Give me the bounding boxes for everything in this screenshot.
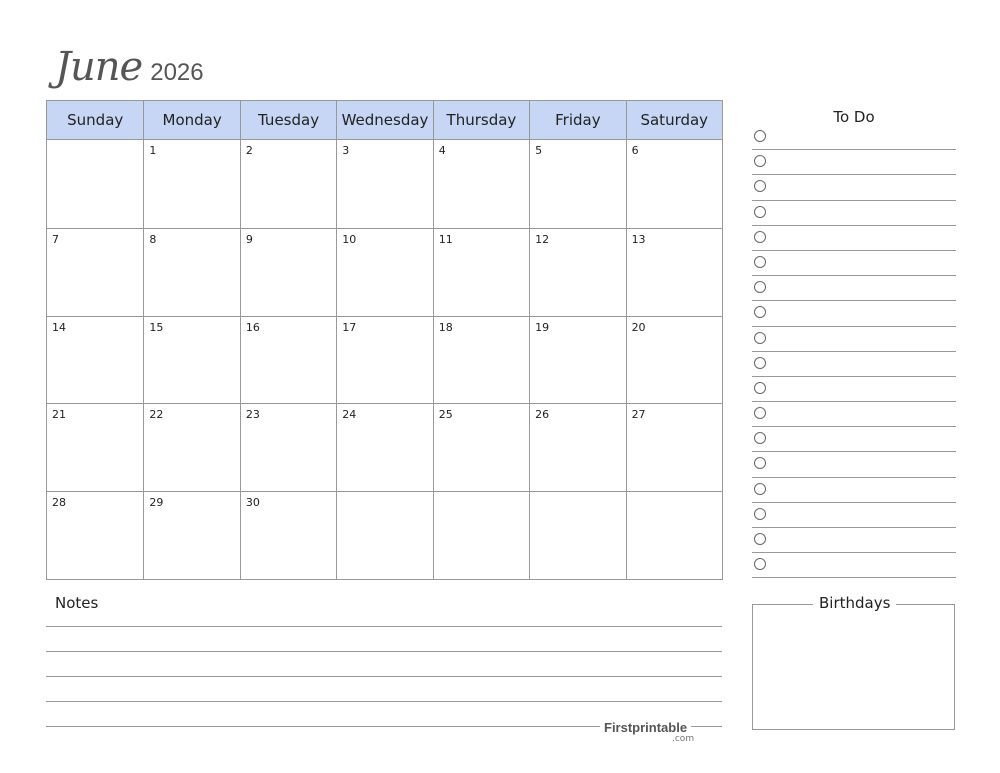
checkbox-circle-icon[interactable] [754, 508, 766, 520]
day-cell[interactable] [529, 228, 625, 316]
day-number: 2 [245, 144, 253, 157]
brand-suffix: .com [672, 734, 695, 744]
todo-item[interactable] [752, 125, 956, 150]
todo-item[interactable] [752, 201, 956, 226]
day-cell[interactable] [336, 228, 432, 316]
day-number: 16 [245, 320, 260, 334]
todo-item[interactable] [752, 427, 956, 452]
todo-item[interactable] [752, 327, 956, 352]
todo-item[interactable] [752, 377, 956, 402]
weekday-wednesday: Wednesday [336, 101, 432, 139]
checkbox-circle-icon[interactable] [754, 332, 766, 344]
day-number: 15 [149, 320, 164, 334]
day-cell[interactable] [47, 316, 143, 404]
day-number: 19 [535, 320, 550, 334]
day-cell[interactable] [529, 491, 625, 579]
day-cell[interactable] [143, 140, 239, 228]
page-title [55, 44, 204, 90]
todo-item[interactable] [752, 150, 956, 175]
todo-item[interactable] [752, 251, 956, 276]
day-number: 9 [245, 232, 253, 246]
day-cell[interactable] [433, 140, 529, 228]
checkbox-circle-icon[interactable] [754, 558, 766, 570]
weekday-sunday: Sunday [67, 111, 124, 129]
day-cell[interactable] [433, 228, 529, 316]
day-cell[interactable] [47, 228, 143, 316]
todo-item[interactable] [752, 301, 956, 326]
day-cell[interactable] [336, 491, 432, 579]
day-cell[interactable] [336, 140, 432, 228]
weekday-header [47, 101, 722, 140]
day-number: 17 [342, 320, 357, 334]
day-cell[interactable] [433, 403, 529, 491]
todo-item[interactable] [752, 226, 956, 251]
checkbox-circle-icon[interactable] [754, 231, 766, 243]
todo-item[interactable] [752, 276, 956, 301]
day-number: 28 [52, 496, 66, 510]
day-number: 10 [342, 232, 357, 246]
day-cell[interactable] [143, 491, 239, 579]
day-cell[interactable] [143, 403, 239, 491]
checkbox-circle-icon[interactable] [754, 382, 766, 394]
day-number: 6 [631, 144, 639, 157]
day-number: 20 [631, 320, 646, 334]
day-cell[interactable] [47, 403, 143, 491]
weekday-tuesday: Tuesday [240, 101, 336, 139]
day-number: 14 [52, 320, 66, 334]
checkbox-circle-icon[interactable] [754, 357, 766, 369]
day-number: 23 [245, 408, 260, 422]
day-cell[interactable] [626, 316, 722, 404]
checkbox-circle-icon[interactable] [754, 180, 766, 192]
day-cell[interactable] [433, 316, 529, 404]
day-number: 11 [438, 232, 453, 246]
day-cell[interactable] [240, 140, 336, 228]
day-number: 21 [52, 408, 66, 422]
todo-item[interactable] [752, 478, 956, 503]
day-number: 4 [438, 144, 446, 157]
day-number: 27 [631, 408, 646, 422]
checkbox-circle-icon[interactable] [754, 432, 766, 444]
day-number: 26 [535, 408, 550, 422]
weekday-monday: Monday [143, 101, 239, 139]
checkbox-circle-icon[interactable] [754, 306, 766, 318]
day-number: 12 [535, 232, 550, 246]
day-cell[interactable] [47, 491, 143, 579]
day-cell[interactable] [626, 228, 722, 316]
checkbox-circle-icon[interactable] [754, 206, 766, 218]
checkbox-circle-icon[interactable] [754, 457, 766, 469]
checkbox-circle-icon[interactable] [754, 256, 766, 268]
note-line[interactable] [46, 651, 722, 676]
checkbox-circle-icon[interactable] [754, 533, 766, 545]
day-cell[interactable] [336, 403, 432, 491]
todo-item[interactable] [752, 352, 956, 377]
day-cell[interactable] [240, 403, 336, 491]
notes-title: Notes [55, 594, 99, 612]
todo-item[interactable] [752, 528, 956, 553]
weekday-saturday: Saturday [626, 101, 722, 139]
todo-item[interactable] [752, 553, 956, 578]
checkbox-circle-icon[interactable] [754, 407, 766, 419]
checkbox-circle-icon[interactable] [754, 130, 766, 142]
todo-item[interactable] [752, 503, 956, 528]
day-cell[interactable] [240, 316, 336, 404]
day-number: 5 [535, 144, 543, 157]
day-cell[interactable] [240, 491, 336, 579]
birthdays-box [752, 604, 955, 730]
todo-item[interactable] [752, 452, 956, 477]
day-cell[interactable] [626, 403, 722, 491]
day-cell[interactable] [529, 403, 625, 491]
month-calendar [46, 100, 723, 580]
day-cell[interactable] [143, 316, 239, 404]
checkbox-circle-icon[interactable] [754, 483, 766, 495]
day-number: 7 [52, 232, 59, 246]
day-number: 8 [149, 232, 157, 246]
todo-title: To Do [833, 108, 875, 126]
day-number: 3 [342, 144, 350, 157]
day-cell[interactable] [336, 316, 432, 404]
month-title: June [55, 44, 143, 90]
day-cell[interactable] [47, 140, 143, 228]
day-number: 22 [149, 408, 164, 422]
note-line[interactable] [46, 626, 722, 651]
calendar-grid [47, 140, 722, 579]
day-cell[interactable] [143, 228, 239, 316]
day-cell[interactable] [529, 316, 625, 404]
birthdays-title: Birthdays [813, 594, 896, 612]
day-cell[interactable] [433, 491, 529, 579]
day-cell[interactable] [626, 491, 722, 579]
weekday-friday: Friday [529, 101, 625, 139]
day-cell[interactable] [240, 228, 336, 316]
day-number: 1 [149, 144, 157, 157]
todo-item[interactable] [752, 175, 956, 200]
day-number: 29 [149, 496, 164, 510]
brand-logo: Firstprintable [600, 720, 691, 735]
weekday-thursday: Thursday [433, 101, 529, 139]
year-title: 2026 [150, 59, 204, 86]
checkbox-circle-icon[interactable] [754, 281, 766, 293]
day-number: 30 [245, 496, 260, 510]
day-number: 13 [631, 232, 646, 246]
todo-list [752, 125, 956, 578]
day-number: 24 [342, 408, 357, 422]
day-number: 25 [438, 408, 453, 422]
day-cell[interactable] [529, 140, 625, 228]
day-cell[interactable] [626, 140, 722, 228]
todo-item[interactable] [752, 402, 956, 427]
note-line[interactable] [46, 676, 722, 701]
checkbox-circle-icon[interactable] [754, 155, 766, 167]
day-number: 18 [438, 320, 453, 334]
